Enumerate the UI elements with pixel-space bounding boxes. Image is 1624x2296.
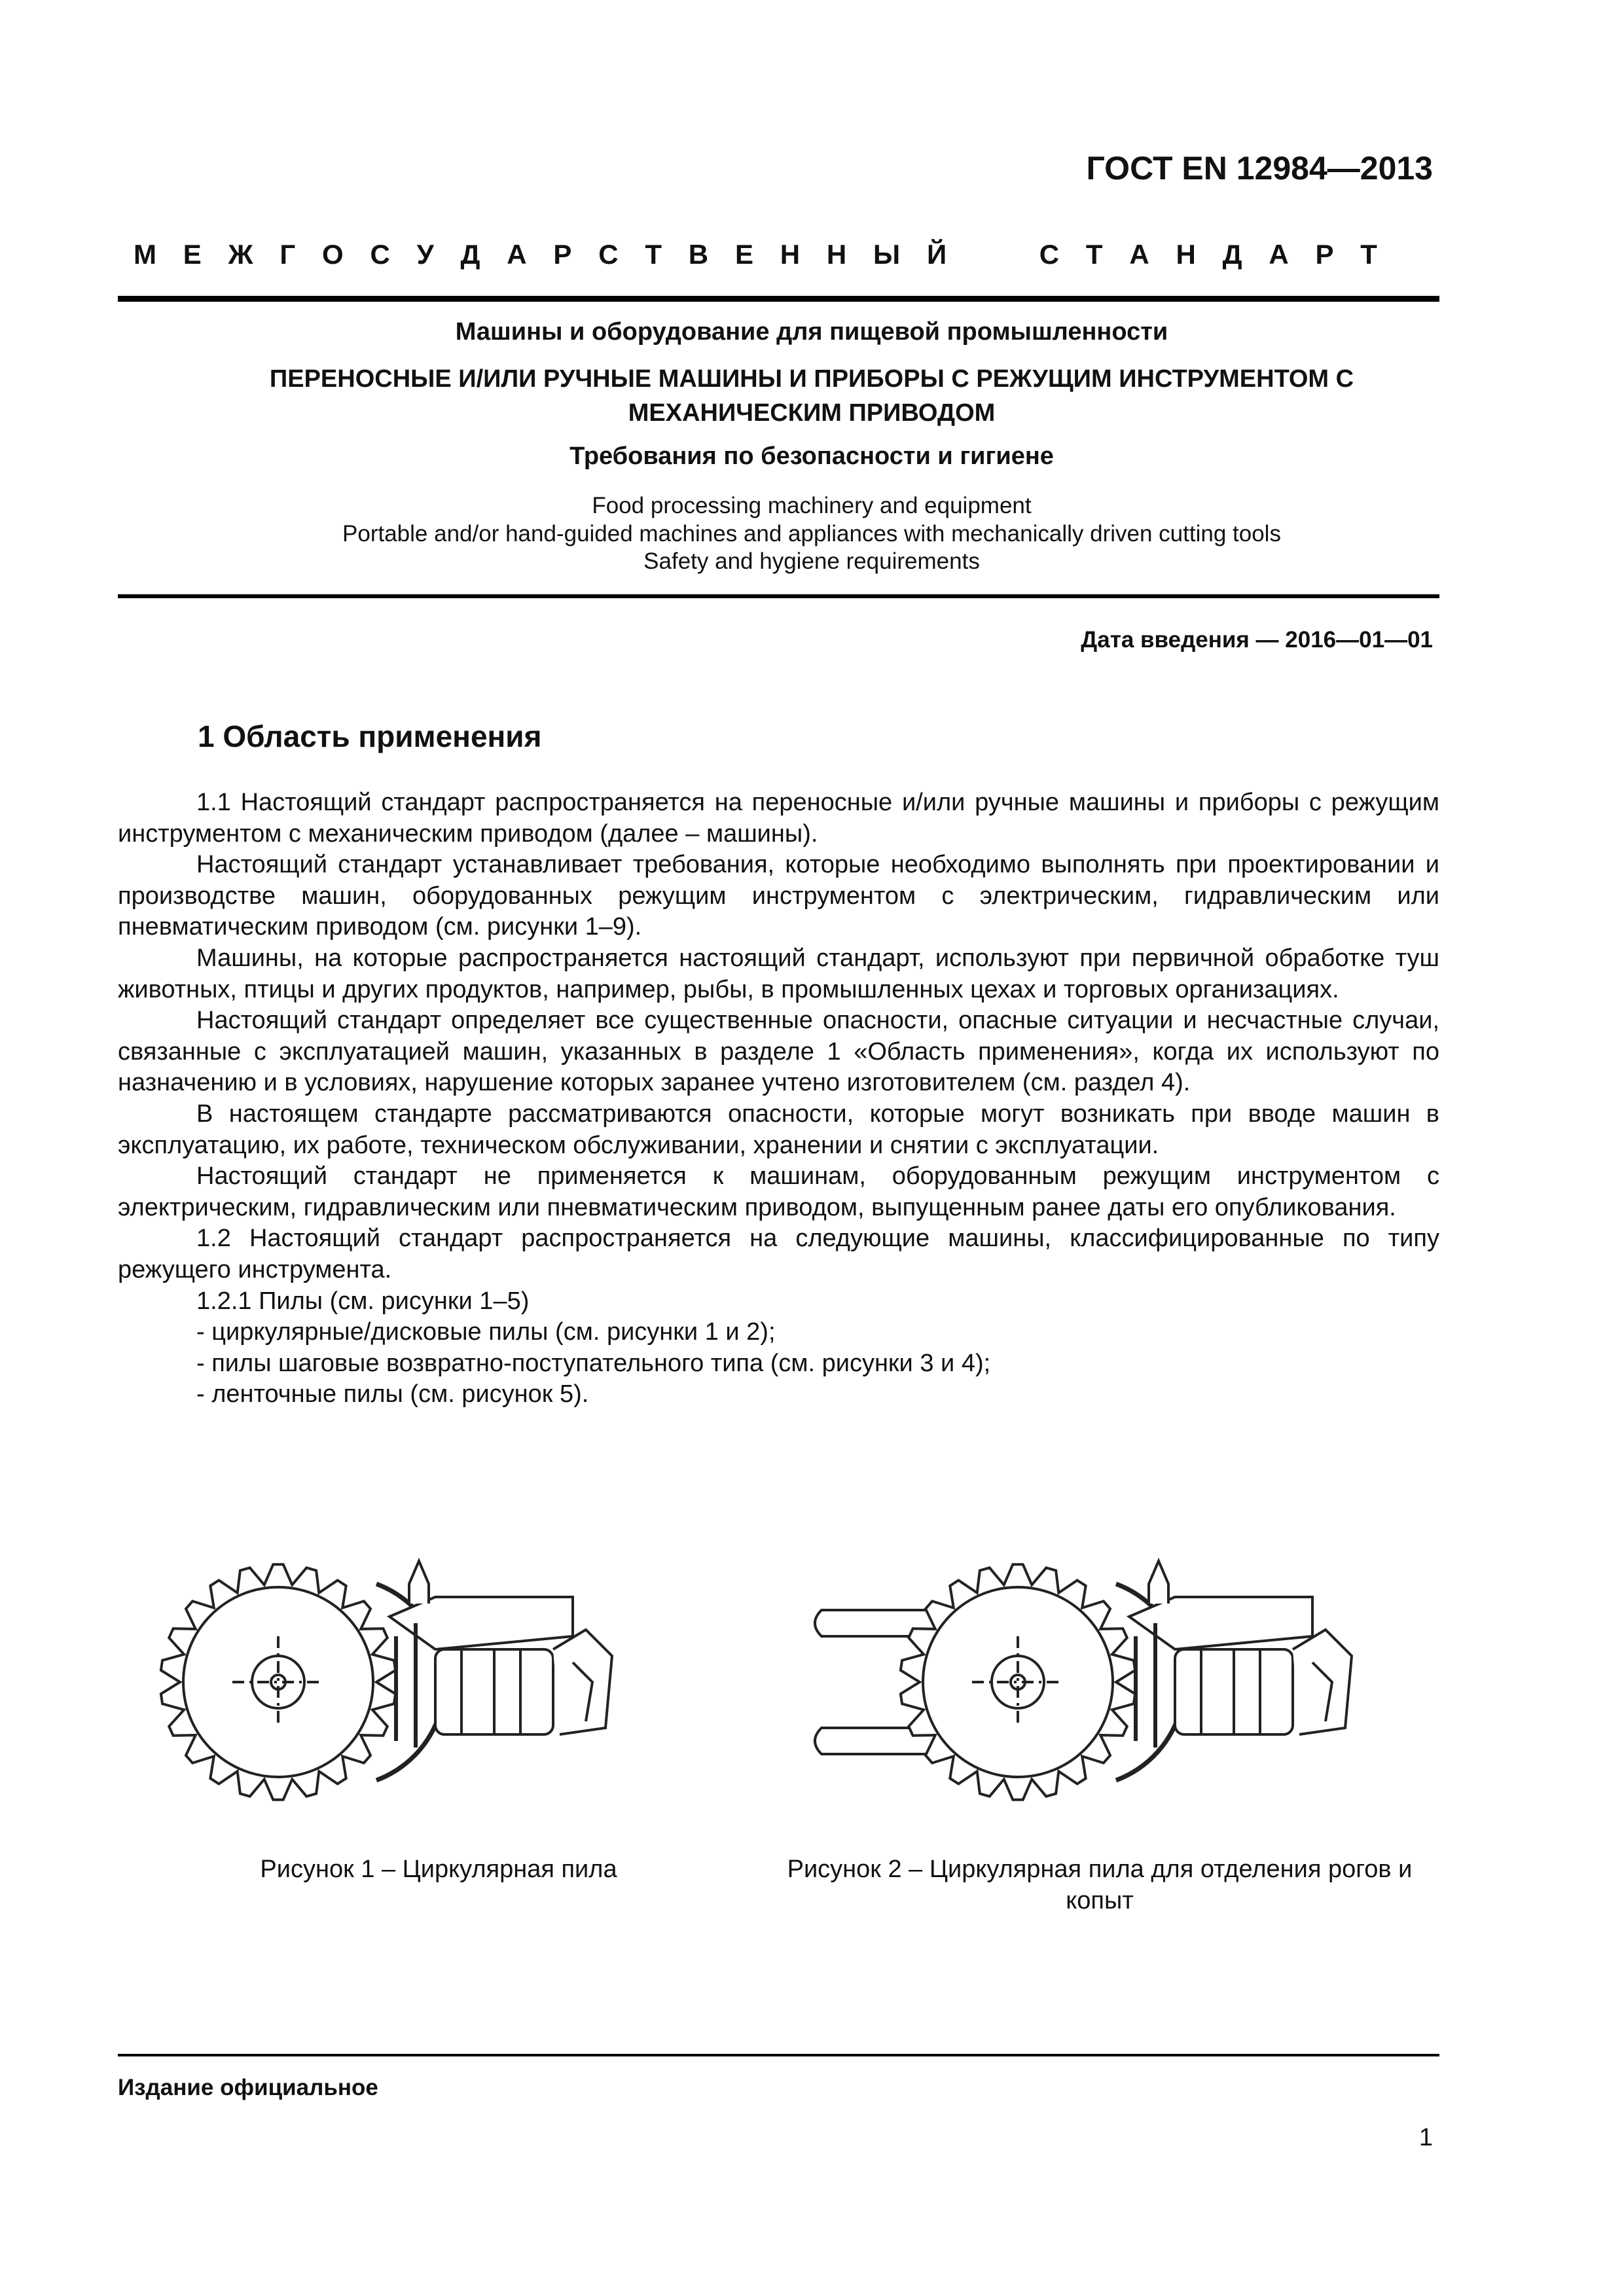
paragraph: В настоящем стандарте рассматриваются опасности, которые могут возникать при вводе машин в эксплуатацию, их работе, техническом обслуживании, хранении и снятии с эксплуатации. <box>118 1100 1439 1159</box>
banner-letter <box>973 239 1013 270</box>
list-item: 1.2.1 Пилы (см. рисунки 1–5) <box>196 1287 530 1315</box>
banner-letter: Й <box>926 239 947 270</box>
banner-letter: О <box>321 239 344 270</box>
paragraph: 1.2 Настоящий стандарт распространяется на следующие машины, классифицированные по типу режущего инструмента. <box>118 1225 1439 1283</box>
title-main: ПЕРЕНОСНЫЕ И/ИЛИ РУЧНЫЕ МАШИНЫ И ПРИБОРЫ С РЕЖУЩИМ ИНСТРУМЕНТОМ С МЕХАНИЧЕСКИМ ПРИВОДОМ <box>269 365 1354 427</box>
effective-date: Дата введения — 2016—01—01 <box>1081 627 1433 653</box>
section-heading: 1 Область применения <box>198 719 542 753</box>
banner-letter: Т <box>645 239 662 270</box>
banner-letter: А <box>507 239 527 270</box>
banner-letter: Т <box>1085 239 1103 270</box>
figure-1-caption: Рисунок 1 – Циркулярная пила <box>260 1856 617 1883</box>
title-english-line: Food processing machinery and equipment <box>592 493 1032 518</box>
banner-letter: С <box>598 239 619 270</box>
list-item: - пилы шаговые возвратно-поступательного типа (см. рисунки 3 и 4); <box>196 1349 991 1377</box>
banner-letter: Д <box>460 239 480 270</box>
banner-letter: С <box>370 239 390 270</box>
banner-letter: Е <box>183 239 202 270</box>
paragraph: Настоящий стандарт определяет все существенные опасности, опасные ситуации и несчастные случаи, связанные с эксплуатацией машин, указанных в разделе 1 «Область применения», когда их используют по назначению и в условиях, нарушение которых заранее учтено изготовителем (см. раздел 4). <box>118 1007 1439 1097</box>
page-number: 1 <box>1418 2124 1433 2151</box>
list-item: - ленточные пилы (см. рисунок 5). <box>196 1380 589 1408</box>
banner-letter: А <box>1269 239 1289 270</box>
banner-letter: Н <box>826 239 847 270</box>
banner-letter: Р <box>1315 239 1334 270</box>
list-item: - циркулярные/дисковые пилы (см. рисунки 1 и 2); <box>196 1318 776 1346</box>
banner-letter: Ж <box>228 239 253 270</box>
standard-number: ГОСТ EN 12984—2013 <box>1086 150 1433 187</box>
banner-letter: С <box>1039 239 1060 270</box>
banner-letter: Ы <box>873 239 901 270</box>
banner-letter: А <box>1129 239 1149 270</box>
footer-rule <box>118 2054 1439 2056</box>
title-english-line: Portable and/or hand-guided machines and appliances with mechanically driven cutting tools <box>342 521 1281 547</box>
title-industry: Машины и оборудование для пищевой промышленности <box>455 318 1168 346</box>
paragraph: 1.1 Настоящий стандарт распространяется на переносные и/или ручные машины и приборы с режущим инструментом с механическим приводом (далее – машины). <box>118 789 1439 848</box>
banner-letter: Н <box>1176 239 1196 270</box>
banner-letter: Р <box>553 239 572 270</box>
paragraph: Настоящий стандарт не применяется к машинам, оборудованным режущим инструментом с электрическим, гидравлическим или пневматическим приводом, выпущенным ранее даты его опубликования. <box>118 1162 1439 1221</box>
figure-2-circular-saw-horns <box>795 1532 1384 1820</box>
banner-letter: В <box>688 239 709 270</box>
banner-letter: М <box>134 239 156 270</box>
banner-letter: Д <box>1222 239 1242 270</box>
paragraph: Машины, на которые распространяется настоящий стандарт, используют при первичной обработке туш животных, птицы и других продуктов, например, рыбы, в промышленных цехах и торговых организациях. <box>118 944 1439 1003</box>
title-english-line: Safety and hygiene requirements <box>643 548 980 574</box>
banner-letter: У <box>416 239 434 270</box>
banner-letter: Н <box>780 239 801 270</box>
banner-letter: Е <box>734 239 753 270</box>
edition-label: Издание официальное <box>118 2075 378 2100</box>
header-rule <box>118 296 1439 302</box>
interstate-standard-banner <box>134 239 1377 270</box>
banner-letter: Г <box>280 239 296 270</box>
title-rule <box>118 594 1439 598</box>
section-body <box>118 787 1439 1410</box>
figure-2-caption: Рисунок 2 – Циркулярная пила для отделения рогов и копыт <box>787 1856 1413 1914</box>
paragraph: Настоящий стандарт устанавливает требования, которые необходимо выполнять при проектировании и производстве машин, оборудованных режущим инструментом с электрическим, гидравлическим или пневматическим приводом (см. рисунки 1–9). <box>118 851 1439 941</box>
banner-letter: Т <box>1360 239 1377 270</box>
figure-1-circular-saw <box>154 1532 651 1820</box>
title-subtitle: Требования по безопасности и гигиене <box>569 442 1054 470</box>
